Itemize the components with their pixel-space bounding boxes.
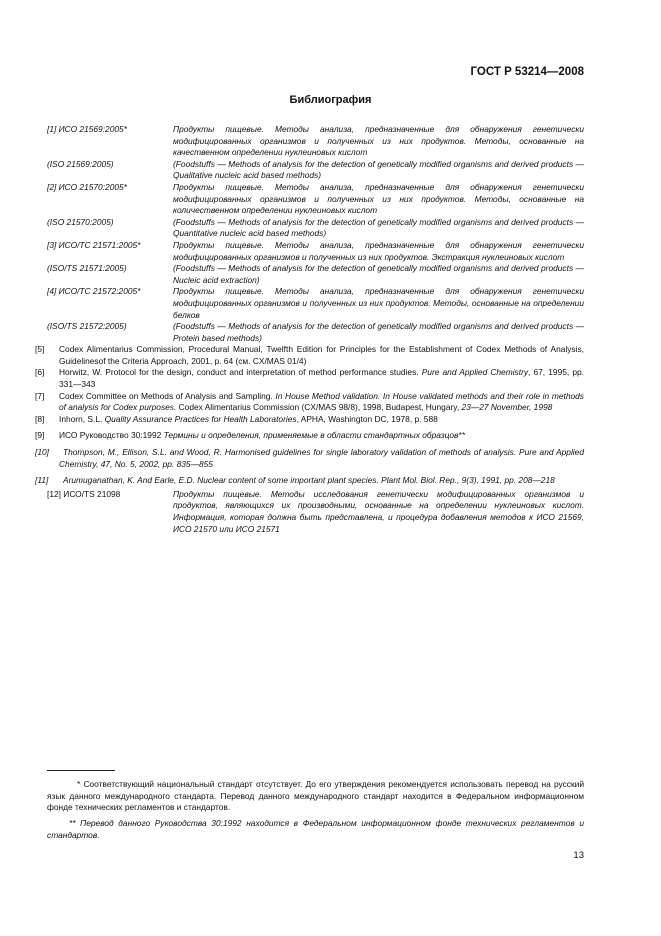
- bib-text: Codex Alimentarius Commission, Procedural Manual, Twelfth Edition for Principles for the Establishment of Codex Methods of Analysis, Guidelinesof the Criteria Approach, 2001, p. 64 (см. CX/MAS 01/4): [59, 344, 584, 366]
- bib-entry-8: [35, 413, 584, 426]
- bib-entry-7: [35, 390, 584, 414]
- bib-title: Термины и определения, применяемые в области стандартных образцов**: [163, 430, 465, 441]
- bib-number: [8]: [35, 413, 45, 424]
- bib-number: [9]: [35, 430, 45, 441]
- bib-text: (Foodstuffs — Methods of analysis for the detection of genetically modified organisms and derived products — Protein based methods): [173, 321, 584, 343]
- bib-text: Horwitz, W. Protocol for the design, conduct and interpretation of method performance studies.: [59, 367, 422, 378]
- document-standard-number: ГОСТ Р 53214—2008: [470, 66, 584, 78]
- bib-text: Продукты пищевые. Методы исследования генетически модифицированных организмов и продуктов, являющихся их производными, основанные на определении нуклеиновых кислот. Информация, которая должна быть представлена, и процедура добавления методов к ИСО 21569, ИСО 21570 или ИСО 21571: [173, 488, 584, 534]
- bib-entry-10: [35, 447, 584, 470]
- bibliography-title: Библиография: [289, 94, 372, 106]
- bib-entry-1: [47, 124, 584, 159]
- bib-text: (Foodstuffs — Methods of analysis for the detection of genetically modified organisms and derived products — Nucleic acid extraction): [173, 263, 584, 285]
- bib-date: 23—27 November, 1998: [461, 402, 553, 413]
- bib-entry-2-en: [47, 217, 584, 240]
- page-number: 13: [573, 850, 584, 861]
- bib-ref: (ISO/TS 21571:2005): [47, 263, 127, 274]
- bib-text: Codex Committee on Methods of Analysis and Sampling.: [59, 390, 276, 401]
- bib-ref: (ISO 21570:2005): [47, 216, 114, 227]
- bib-text: (Foodstuffs — Methods of analysis for the detection of genetically modified organisms and derived products — Quantitative nucleic acid based methods): [173, 216, 584, 239]
- bib-journal: Pure and Applied Chemistry: [421, 367, 529, 378]
- bib-text: Продукты пищевые. Методы анализа, предназначенные для обнаружения генетически модифицированных организмов и полученных из них продуктов. Методы, основанные на количественном определении нуклеиновых кислот: [173, 181, 584, 216]
- bib-entry-11: [35, 475, 584, 487]
- bib-text: Продукты пищевые. Методы анализа, предназначенные для обнаружения генетически модифицированных организмов и полученных из них продуктов. Методы, основанные на качественном определении нуклеиновых кислот: [173, 124, 584, 158]
- bib-number: [7]: [35, 390, 45, 401]
- bib-entry-6: [35, 367, 584, 390]
- footnote-separator: [47, 770, 115, 771]
- bib-text: Продукты пищевые. Методы анализа, предназначенные для обнаружения генетически модифицированных организмов и полученных из них продуктов. Экстракция нуклеиновых кислот: [173, 239, 584, 262]
- bib-entry-4-en: [47, 321, 584, 344]
- bib-entry-5: [35, 344, 584, 367]
- bib-text: , 67, 1995, pp. 331—343: [59, 367, 584, 390]
- footnote-1: * Соответствующий национальный стандарт отсутствует. До его утверждения рекомендуется использовать перевод на русский язык данного международного стандарта. Перевод данного международного стандарт находится в Федеральном информационном фонде технических регламентов и стандартов.: [47, 779, 584, 813]
- bib-ref: [1] ИСО 21569:2005*: [47, 124, 127, 134]
- bib-entry-3: [47, 240, 584, 263]
- bib-ref: [12] ИСО/ТS 21098: [47, 488, 121, 499]
- bib-number: [10]: [35, 447, 49, 458]
- bib-ref: (ISO 21569:2005): [47, 158, 114, 169]
- bibliography-list: [35, 124, 584, 535]
- bib-text: Codex Alimentarius Commission (CX/MAS 98/8), 1998, Budapest, Hungary,: [176, 402, 462, 413]
- bib-entry-3-en: [47, 263, 584, 286]
- bib-ref: [3] ИСО/ТС 21571:2005*: [47, 239, 141, 250]
- bib-text: Inhorn, S.L.: [59, 413, 105, 424]
- bib-text: ИСО Руководство 30:1992: [59, 430, 164, 441]
- bib-entry-9: [35, 430, 584, 442]
- bib-title: Quality Assurance Practices for Health Laboratories: [104, 413, 297, 424]
- bib-number: [5]: [35, 344, 45, 355]
- bib-entry-4: [47, 286, 584, 321]
- bib-ref: [4] ИСО/ТС 21572:2005*: [47, 286, 141, 297]
- bib-number: [6]: [35, 367, 45, 378]
- bib-text: , APHA, Washington DC, 1978, p. 588: [296, 413, 438, 424]
- bib-title: In House Method validation. In House validated methods and their role in methods of analysis for Codex purposes.: [59, 390, 584, 413]
- bib-number: [11]: [35, 475, 49, 486]
- bib-text: Thompson, M., Ellison, S.L. and Wood, R. Harmonised guidelines for single laboratory validation of methods of analysis. Pure and Applied Chemistry, 47, No. 5, 2002, pp. 835—855: [59, 447, 584, 469]
- bib-text: Arumuganathan, K. And Earle, E.D. Nuclear content of some important plant species. Plant Mol. Biol. Rep., 9(3), 1991, pp. 208—218: [63, 475, 555, 486]
- bib-text: (Foodstuffs — Methods of analysis for the detection of genetically modified organisms and derived products — Qualitative nucleic acid based methods): [173, 158, 584, 181]
- bib-ref: (ISO/TS 21572:2005): [47, 321, 127, 332]
- bib-text: Продукты пищевые. Методы анализа, предназначенные для обнаружения генетически модифицированных организмов и полученных из них продуктов. Методы, основанные на определении белков: [173, 286, 584, 320]
- bib-entry-2: [47, 182, 584, 217]
- footnote-2: ** Перевод данного Руководства 30:1992 находится в Федеральном информационном фонде технических регламентов и стандартов.: [47, 818, 584, 840]
- bib-entry-1-en: [47, 159, 584, 182]
- bib-entry-12: [47, 489, 584, 535]
- bib-ref: [2] ИСО 21570:2005*: [47, 181, 127, 192]
